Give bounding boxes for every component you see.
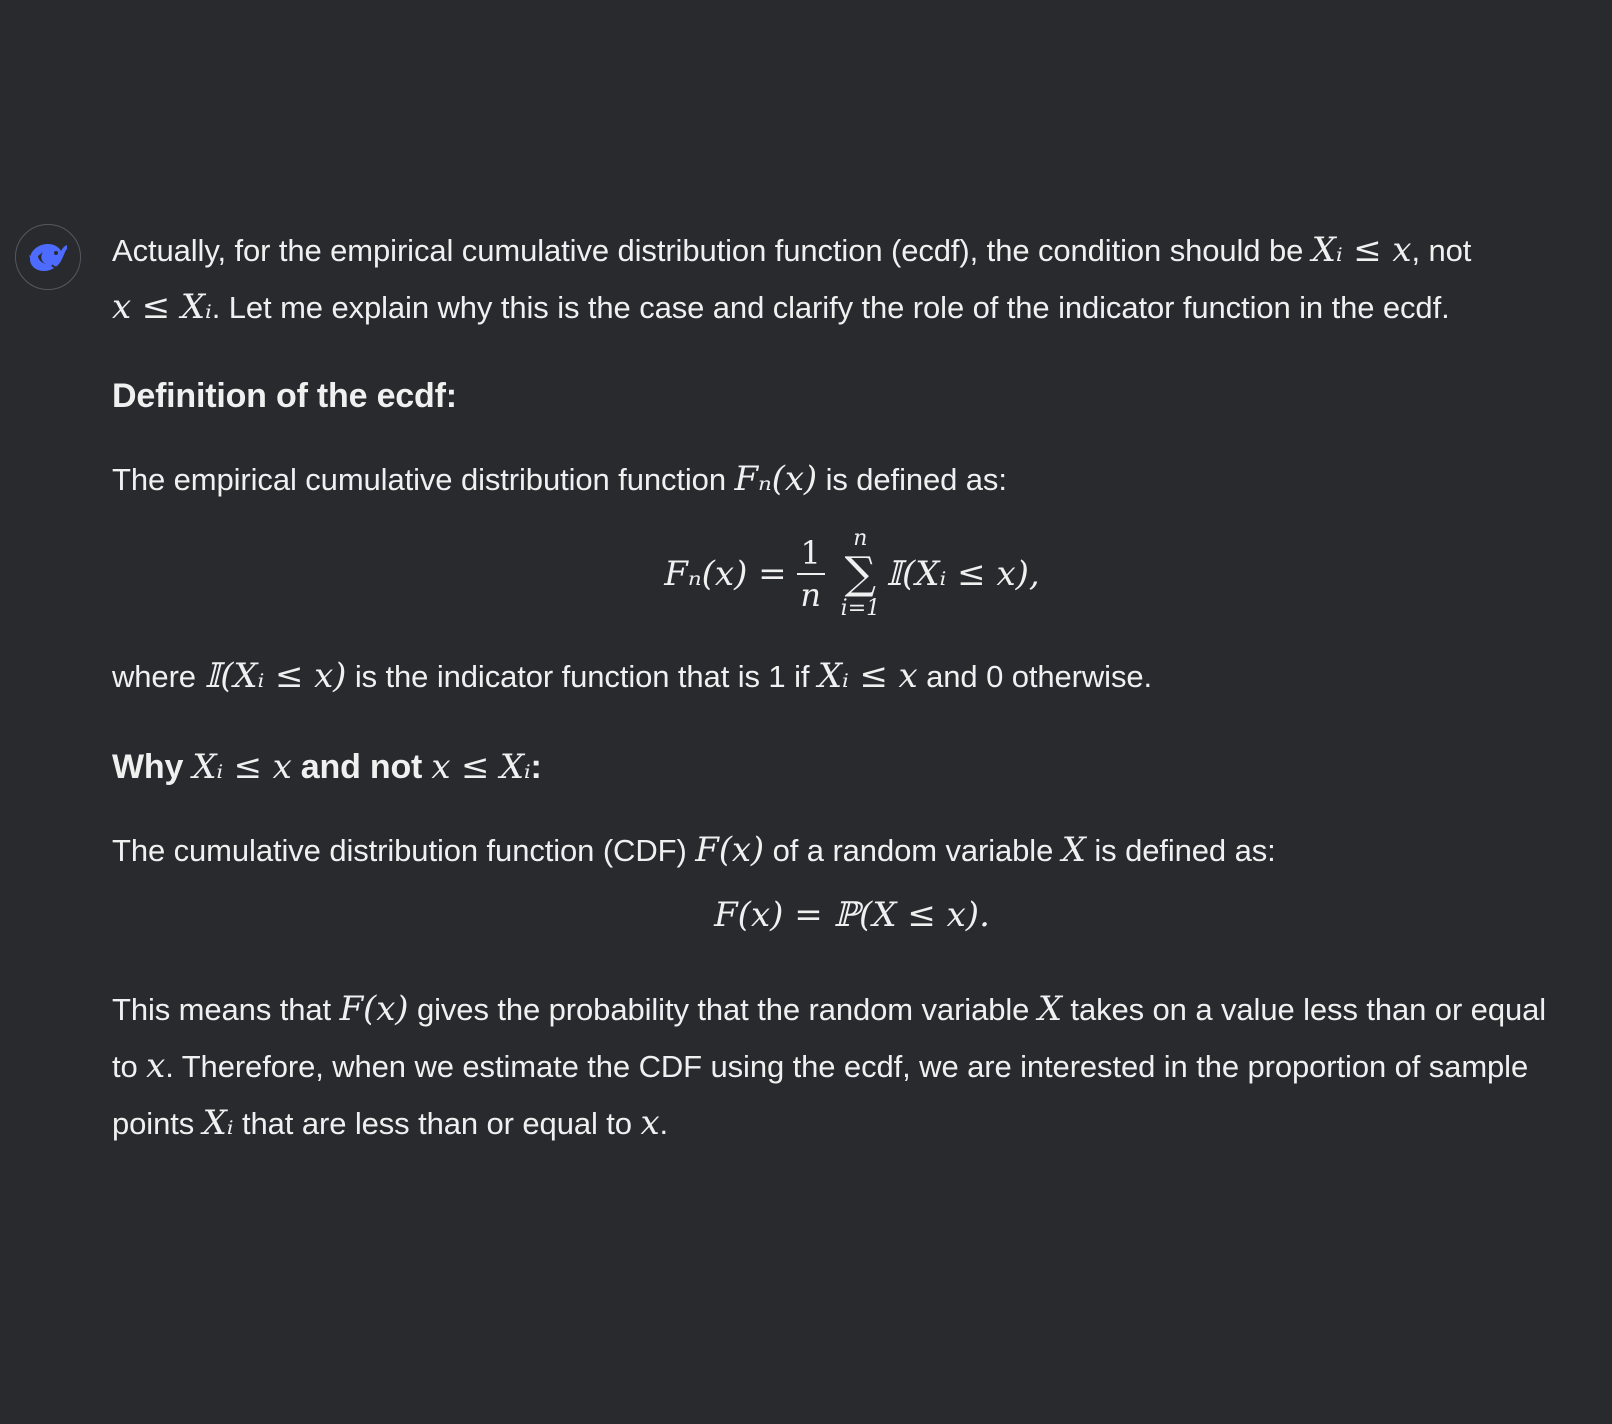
meaning-math-2: X bbox=[1037, 989, 1062, 1029]
meaning-math-5: x bbox=[640, 1103, 660, 1143]
why-heading-text-2: and not bbox=[291, 748, 432, 786]
message-content bbox=[112, 222, 1592, 1152]
meaning-text-4: . Therefore, when we estimate the CDF using the ecdf, we are interested in the proportion of sample points bbox=[112, 1049, 1529, 1141]
definition-math-1: Fₙ(x) bbox=[734, 459, 818, 499]
cdf-equation-text: F(x) = ℙ(X ≤ x). bbox=[714, 895, 990, 935]
why-heading-math-2: x ≤ Xᵢ bbox=[431, 747, 531, 787]
why-heading-math-1: Xᵢ ≤ x bbox=[192, 747, 292, 787]
summation-symbol: ∑ bbox=[844, 548, 877, 599]
indicator-text-2: is the indicator function that is 1 if bbox=[346, 659, 818, 694]
meaning-math-1: F(x) bbox=[339, 989, 409, 1029]
cdf-paragraph bbox=[112, 822, 1592, 879]
ecdf-equation-lhs: Fₙ(x) = bbox=[664, 554, 787, 594]
intro-paragraph bbox=[112, 222, 1592, 336]
deepseek-whale-icon bbox=[26, 240, 70, 274]
meaning-math-3: x bbox=[146, 1046, 166, 1086]
intro-text-1: Actually, for the empirical cumulative distribution function (ecdf), the condition should be bbox=[112, 233, 1312, 268]
fraction-denominator: n bbox=[800, 576, 821, 614]
ecdf-equation bbox=[112, 514, 1592, 634]
meaning-text-6: . bbox=[659, 1106, 669, 1141]
indicator-text-1: where bbox=[112, 659, 205, 694]
intro-text-2: , not bbox=[1411, 233, 1472, 268]
definition-text-1: The empirical cumulative distribution function bbox=[112, 462, 735, 497]
intro-math-2: x ≤ Xᵢ bbox=[112, 287, 212, 327]
ecdf-equation-rhs: 𝕀(Xᵢ ≤ x), bbox=[886, 554, 1040, 594]
cdf-math-2: X bbox=[1061, 830, 1086, 870]
section-heading-definition: Definition of the ecdf: bbox=[112, 377, 457, 415]
cdf-equation bbox=[112, 887, 1592, 943]
summation-upper-limit: n bbox=[853, 526, 868, 551]
intro-math-1: Xᵢ ≤ x bbox=[1311, 230, 1412, 270]
why-heading-text-1: Why bbox=[112, 748, 193, 786]
definition-paragraph bbox=[112, 451, 1592, 508]
indicator-paragraph bbox=[112, 648, 1592, 705]
cdf-text-2: of a random variable bbox=[764, 833, 1062, 868]
fraction-numerator: 1 bbox=[800, 534, 821, 572]
ecdf-fraction bbox=[797, 533, 825, 615]
meaning-text-5: that are less than or equal to bbox=[233, 1106, 641, 1141]
summation-lower-limit: i=1 bbox=[840, 596, 881, 621]
cdf-text-3: is defined as: bbox=[1085, 833, 1276, 868]
meaning-text-1: This means that bbox=[112, 992, 340, 1027]
cdf-math-1: F(x) bbox=[695, 830, 765, 870]
indicator-text-3: and 0 otherwise. bbox=[917, 659, 1153, 694]
indicator-math-2: Xᵢ ≤ x bbox=[817, 656, 918, 696]
meaning-math-4: Xᵢ bbox=[202, 1103, 234, 1143]
meaning-text-2: gives the probability that the random variable bbox=[408, 992, 1038, 1027]
section-heading-why bbox=[112, 739, 1592, 796]
definition-text-2: is defined as: bbox=[817, 462, 1007, 497]
summation bbox=[841, 526, 880, 622]
meaning-paragraph bbox=[112, 981, 1577, 1152]
cdf-text-1: The cumulative distribution function (CDF) bbox=[112, 833, 696, 868]
why-heading-text-3: : bbox=[530, 748, 542, 786]
intro-text-3: . Let me explain why this is the case and clarify the role of the indicator function in the ecdf. bbox=[211, 290, 1450, 325]
indicator-math-1: 𝕀(Xᵢ ≤ x) bbox=[204, 656, 347, 696]
meaning-text-3: takes on a value less than or equal to bbox=[112, 992, 1547, 1084]
assistant-avatar bbox=[15, 224, 81, 290]
